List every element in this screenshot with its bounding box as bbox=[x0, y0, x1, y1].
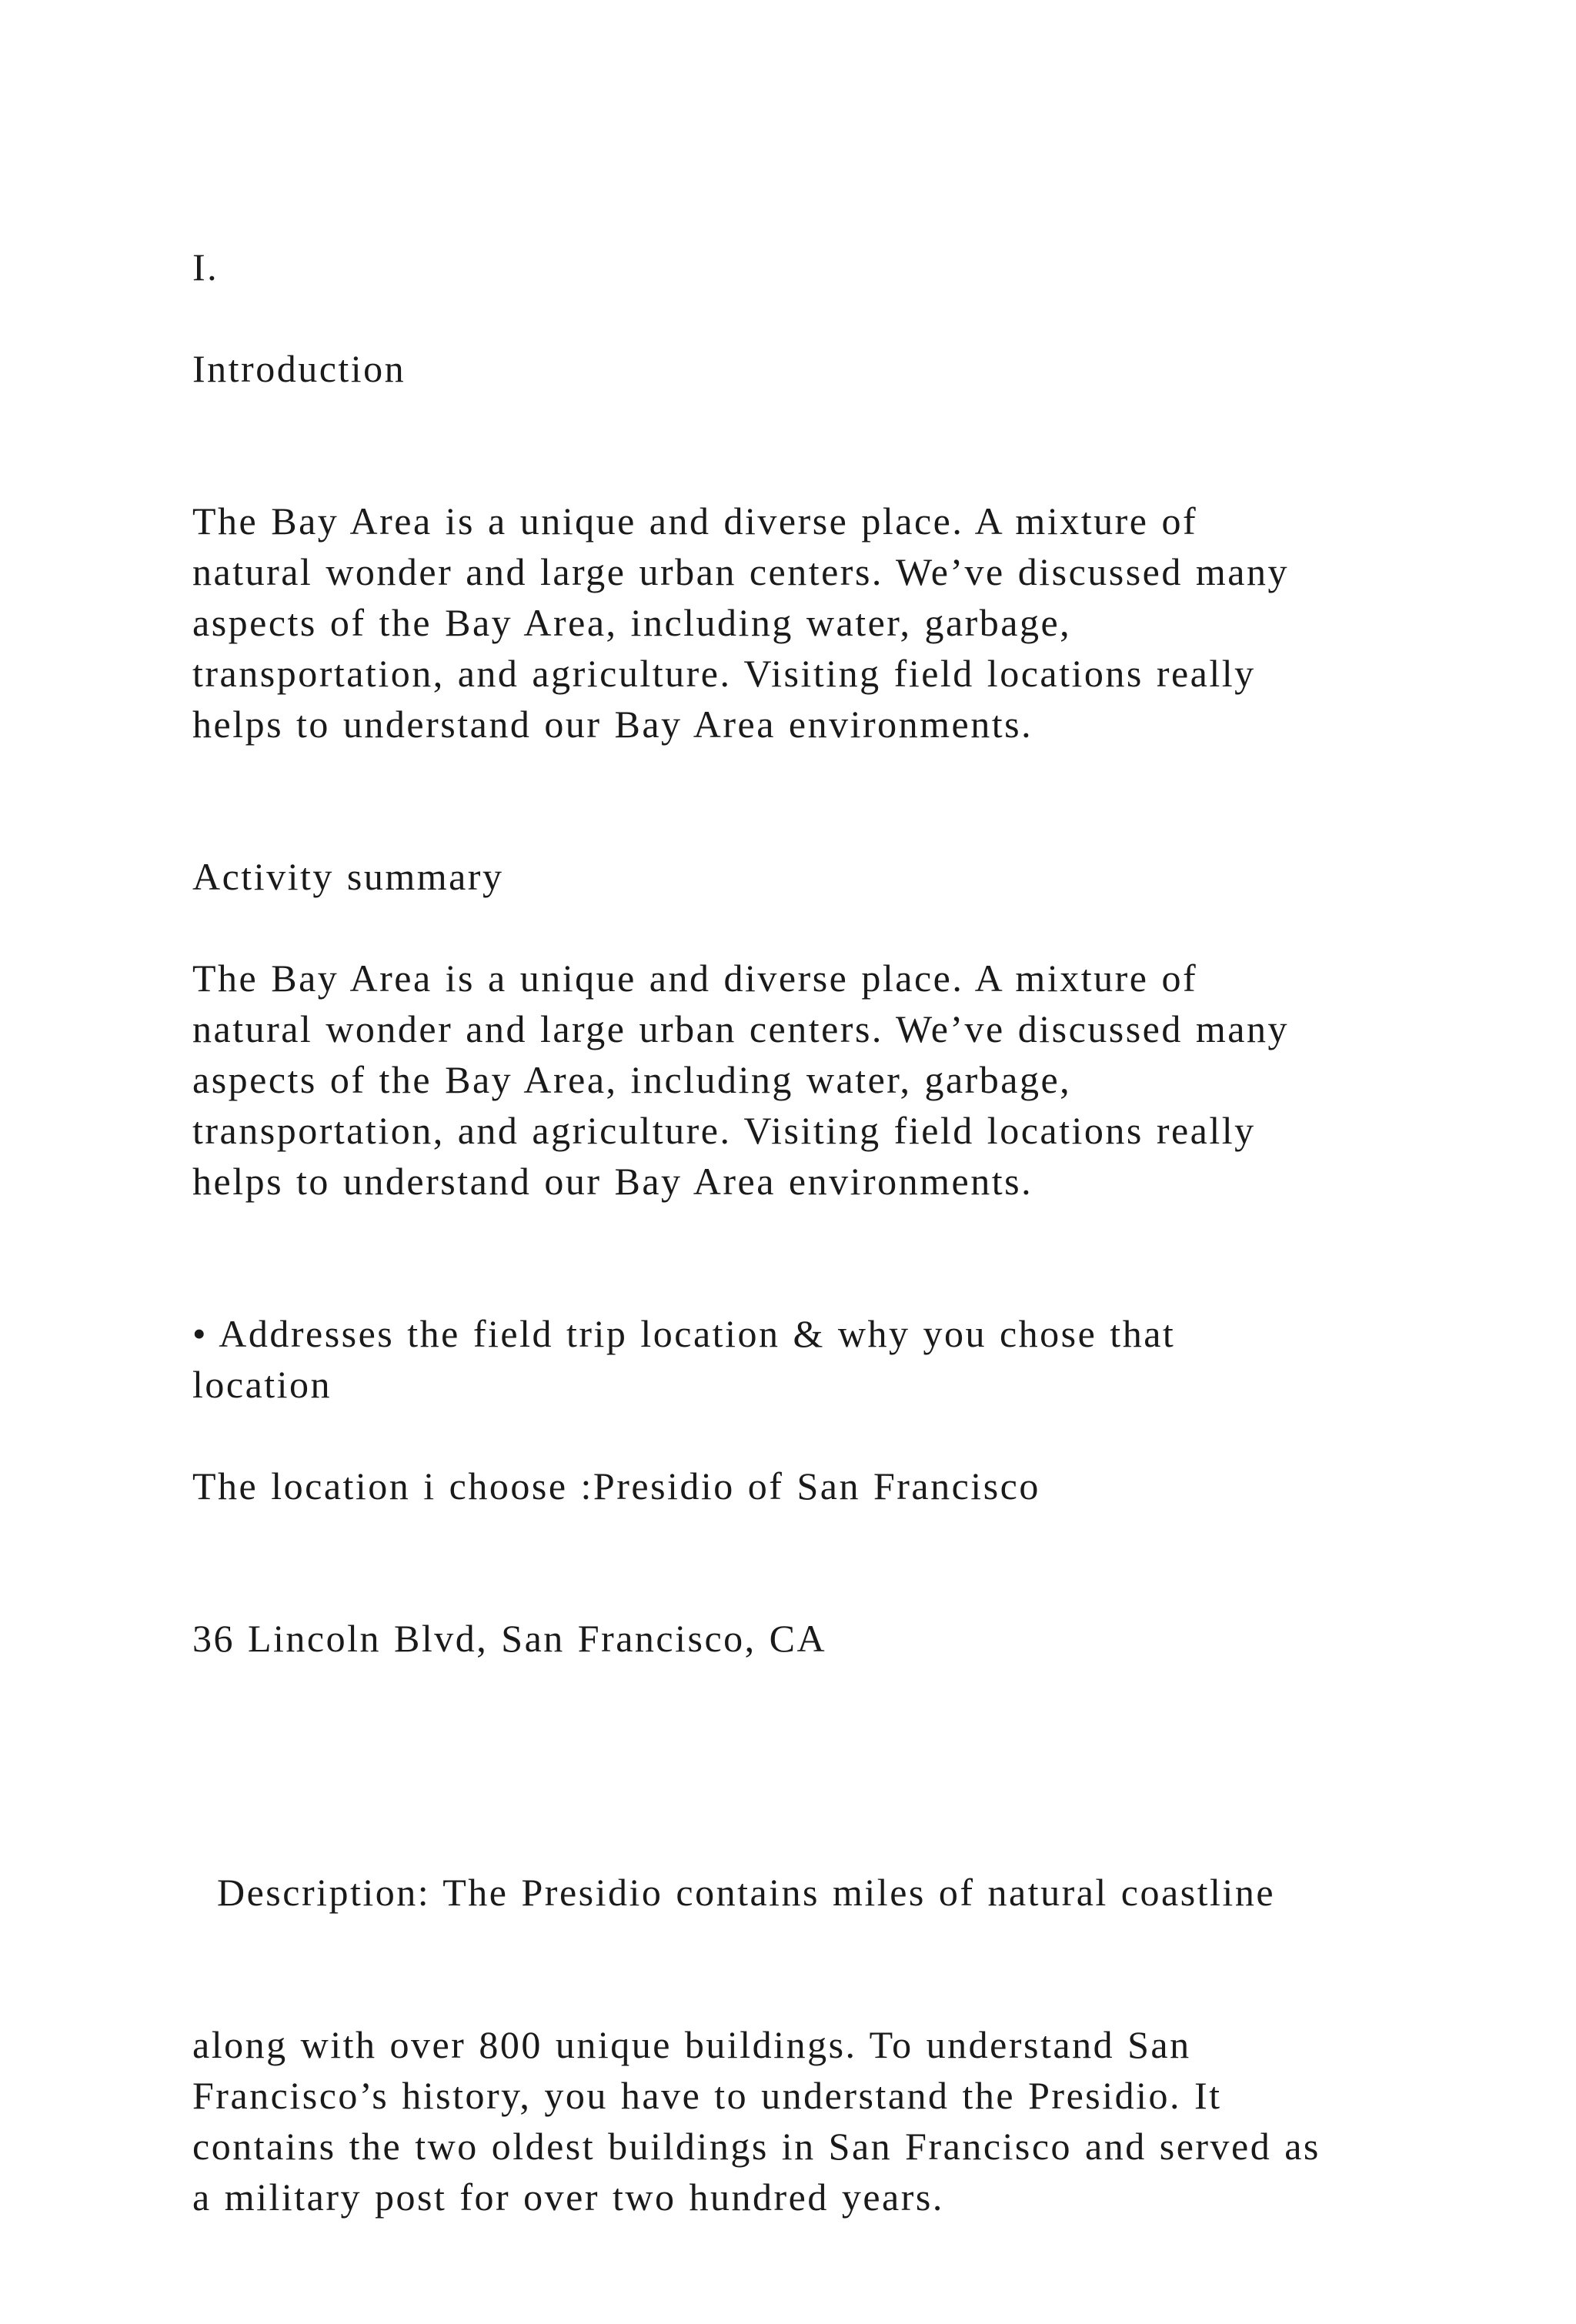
address-line: 36 Lincoln Blvd, San Francisco, CA bbox=[192, 1617, 827, 1660]
bullet-item: • Addresses the field trip location & why you chose that location bbox=[192, 1312, 1176, 1406]
intro-heading: Introduction bbox=[192, 347, 406, 390]
description-rest: along with over 800 unique buildings. To understand San Francisco’s history, you have to understand the Presidio. It contains the two oldest buildings in San Francisco and served as a military post for over two hundred years. bbox=[192, 2023, 1321, 2219]
section-number: I. bbox=[192, 245, 219, 289]
description-paragraph bbox=[192, 1765, 1462, 2324]
intro-paragraph: The Bay Area is a unique and diverse place. A mixture of natural wonder and large urban centers. We’ve discussed many aspects of the Bay Area, including water, garbage, transportation, and agriculture. Visiting field locations really helps to understand our Bay Area environments. bbox=[192, 499, 1289, 746]
summary-paragraph: The Bay Area is a unique and diverse place. A mixture of natural wonder and large urban centers. We’ve discussed many aspects of the Bay Area, including water, garbage, transportation, and agriculture. Visiting field locations really helps to understand our Bay Area environments. bbox=[192, 957, 1289, 1203]
description-first-line: Description: The Presidio contains miles of natural coastline bbox=[217, 1871, 1276, 1914]
summary-heading: Activity summary bbox=[192, 855, 504, 898]
location-line: The location i choose :Presidio of San Francisco bbox=[192, 1464, 1040, 1508]
